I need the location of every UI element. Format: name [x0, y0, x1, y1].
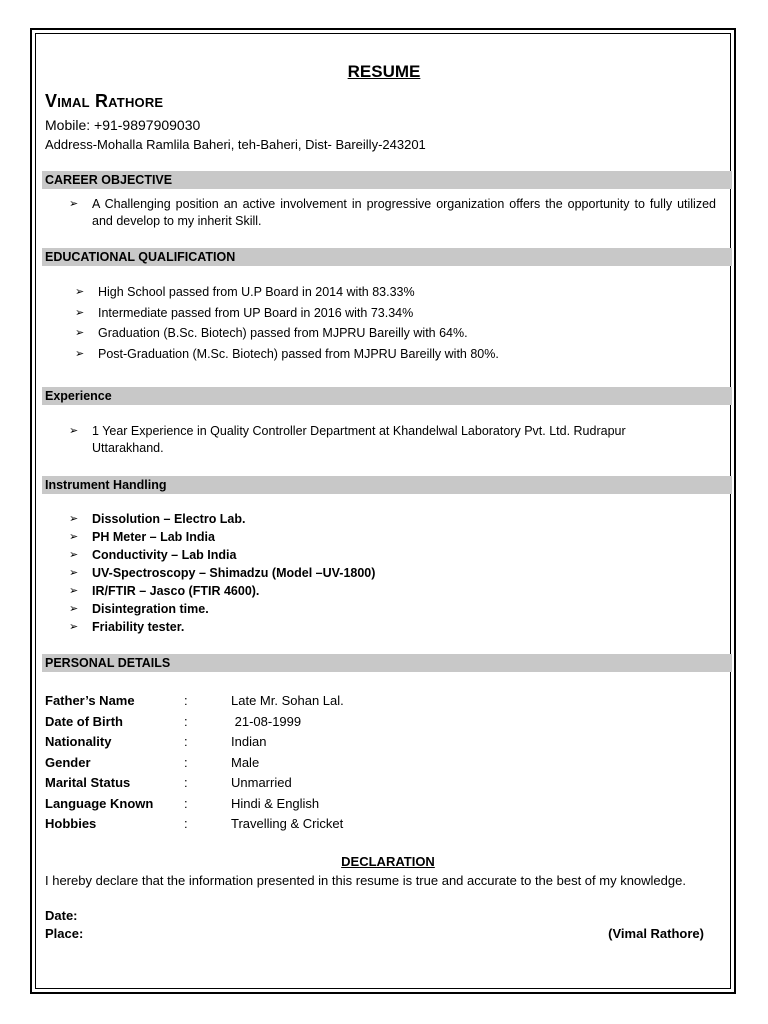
instrument-item: Friability tester.	[92, 620, 185, 634]
arrow-bullet-icon: ➢	[69, 567, 79, 579]
place-label: Place:	[45, 926, 84, 941]
section-title-education: EDUCATIONAL QUALIFICATION	[45, 250, 236, 264]
education-item: Post-Graduation (M.Sc. Biotech) passed from MJPRU Bareilly with 80%.	[98, 347, 499, 361]
personal-colon: :	[184, 816, 188, 831]
instrument-item: UV-Spectroscopy – Shimadzu (Model –UV-1800)	[92, 566, 376, 580]
education-item: Graduation (B.Sc. Biotech) passed from MJPRU Bareilly with 64%.	[98, 326, 468, 340]
instrument-item: PH Meter – Lab India	[92, 530, 215, 544]
mobile-line: Mobile: +91-9897909030	[45, 117, 201, 133]
arrow-bullet-icon: ➢	[69, 513, 79, 525]
arrow-bullet-icon: ➢	[69, 585, 79, 597]
instrument-item: Disintegration time.	[92, 602, 209, 616]
personal-label: Hobbies	[45, 816, 97, 831]
section-bar-experience	[42, 387, 732, 405]
personal-colon: :	[184, 734, 188, 749]
declaration-text: I hereby declare that the information presented in this resume is true and accurate to the best of my knowledge.	[45, 873, 686, 888]
personal-label: Father’s Name	[45, 693, 135, 708]
resume-title: RESUME	[347, 62, 421, 81]
education-item: High School passed from U.P Board in 2014 with 83.33%	[98, 285, 415, 299]
arrow-bullet-icon: ➢	[75, 307, 85, 319]
instrument-item: Conductivity – Lab India	[92, 548, 237, 562]
arrow-bullet-icon: ➢	[69, 621, 79, 633]
personal-label: Gender	[45, 755, 91, 770]
personal-value: Hindi & English	[231, 796, 320, 811]
career-objective-text: A Challenging position an active involvement in progressive organization offers the opportunity to fully utilized and develop to my inherit Skill.	[92, 197, 716, 228]
experience-text-line1: 1 Year Experience in Quality Controller Department at Khandelwal Laboratory Pvt. Ltd. Rudrapur	[92, 424, 626, 438]
arrow-bullet-icon: ➢	[75, 327, 85, 339]
instrument-item: Dissolution – Electro Lab.	[92, 512, 246, 526]
personal-value: Indian	[231, 734, 267, 749]
personal-colon: :	[184, 775, 188, 790]
date-label: Date:	[45, 908, 78, 923]
candidate-name: Vimal Rathore	[45, 91, 164, 111]
personal-label: Marital Status	[45, 775, 131, 790]
personal-colon: :	[184, 714, 188, 729]
arrow-bullet-icon: ➢	[69, 531, 79, 543]
personal-value: Unmarried	[231, 775, 292, 790]
section-title-career: CAREER OBJECTIVE	[45, 173, 173, 187]
instrument-item: IR/FTIR – Jasco (FTIR 4600).	[92, 584, 260, 598]
personal-value: Late Mr. Sohan Lal.	[231, 693, 344, 708]
arrow-bullet-icon: ➢	[69, 425, 79, 437]
personal-label: Language Known	[45, 796, 154, 811]
personal-colon: :	[184, 693, 188, 708]
personal-value: Male	[231, 755, 260, 770]
arrow-bullet-icon: ➢	[75, 348, 85, 360]
address-line: Address-Mohalla Ramlila Baheri, teh-Baheri, Dist- Bareilly-243201	[45, 137, 426, 152]
declaration-title: DECLARATION	[341, 854, 435, 869]
arrow-bullet-icon: ➢	[69, 198, 79, 210]
section-title-personal: PERSONAL DETAILS	[45, 656, 171, 670]
personal-colon: :	[184, 796, 188, 811]
personal-label: Nationality	[45, 734, 112, 749]
arrow-bullet-icon: ➢	[69, 603, 79, 615]
personal-value: Travelling & Cricket	[231, 816, 344, 831]
experience-text-line2: Uttarakhand.	[92, 441, 164, 455]
personal-label: Date of Birth	[45, 714, 123, 729]
signature-name: (Vimal Rathore)	[608, 926, 704, 941]
personal-colon: :	[184, 755, 188, 770]
arrow-bullet-icon: ➢	[69, 549, 79, 561]
arrow-bullet-icon: ➢	[75, 286, 85, 298]
education-item: Intermediate passed from UP Board in 2016 with 73.34%	[98, 306, 414, 320]
section-title-experience: Experience	[45, 389, 112, 403]
personal-value: 21-08-1999	[231, 714, 302, 729]
section-title-instruments: Instrument Handling	[45, 478, 167, 492]
